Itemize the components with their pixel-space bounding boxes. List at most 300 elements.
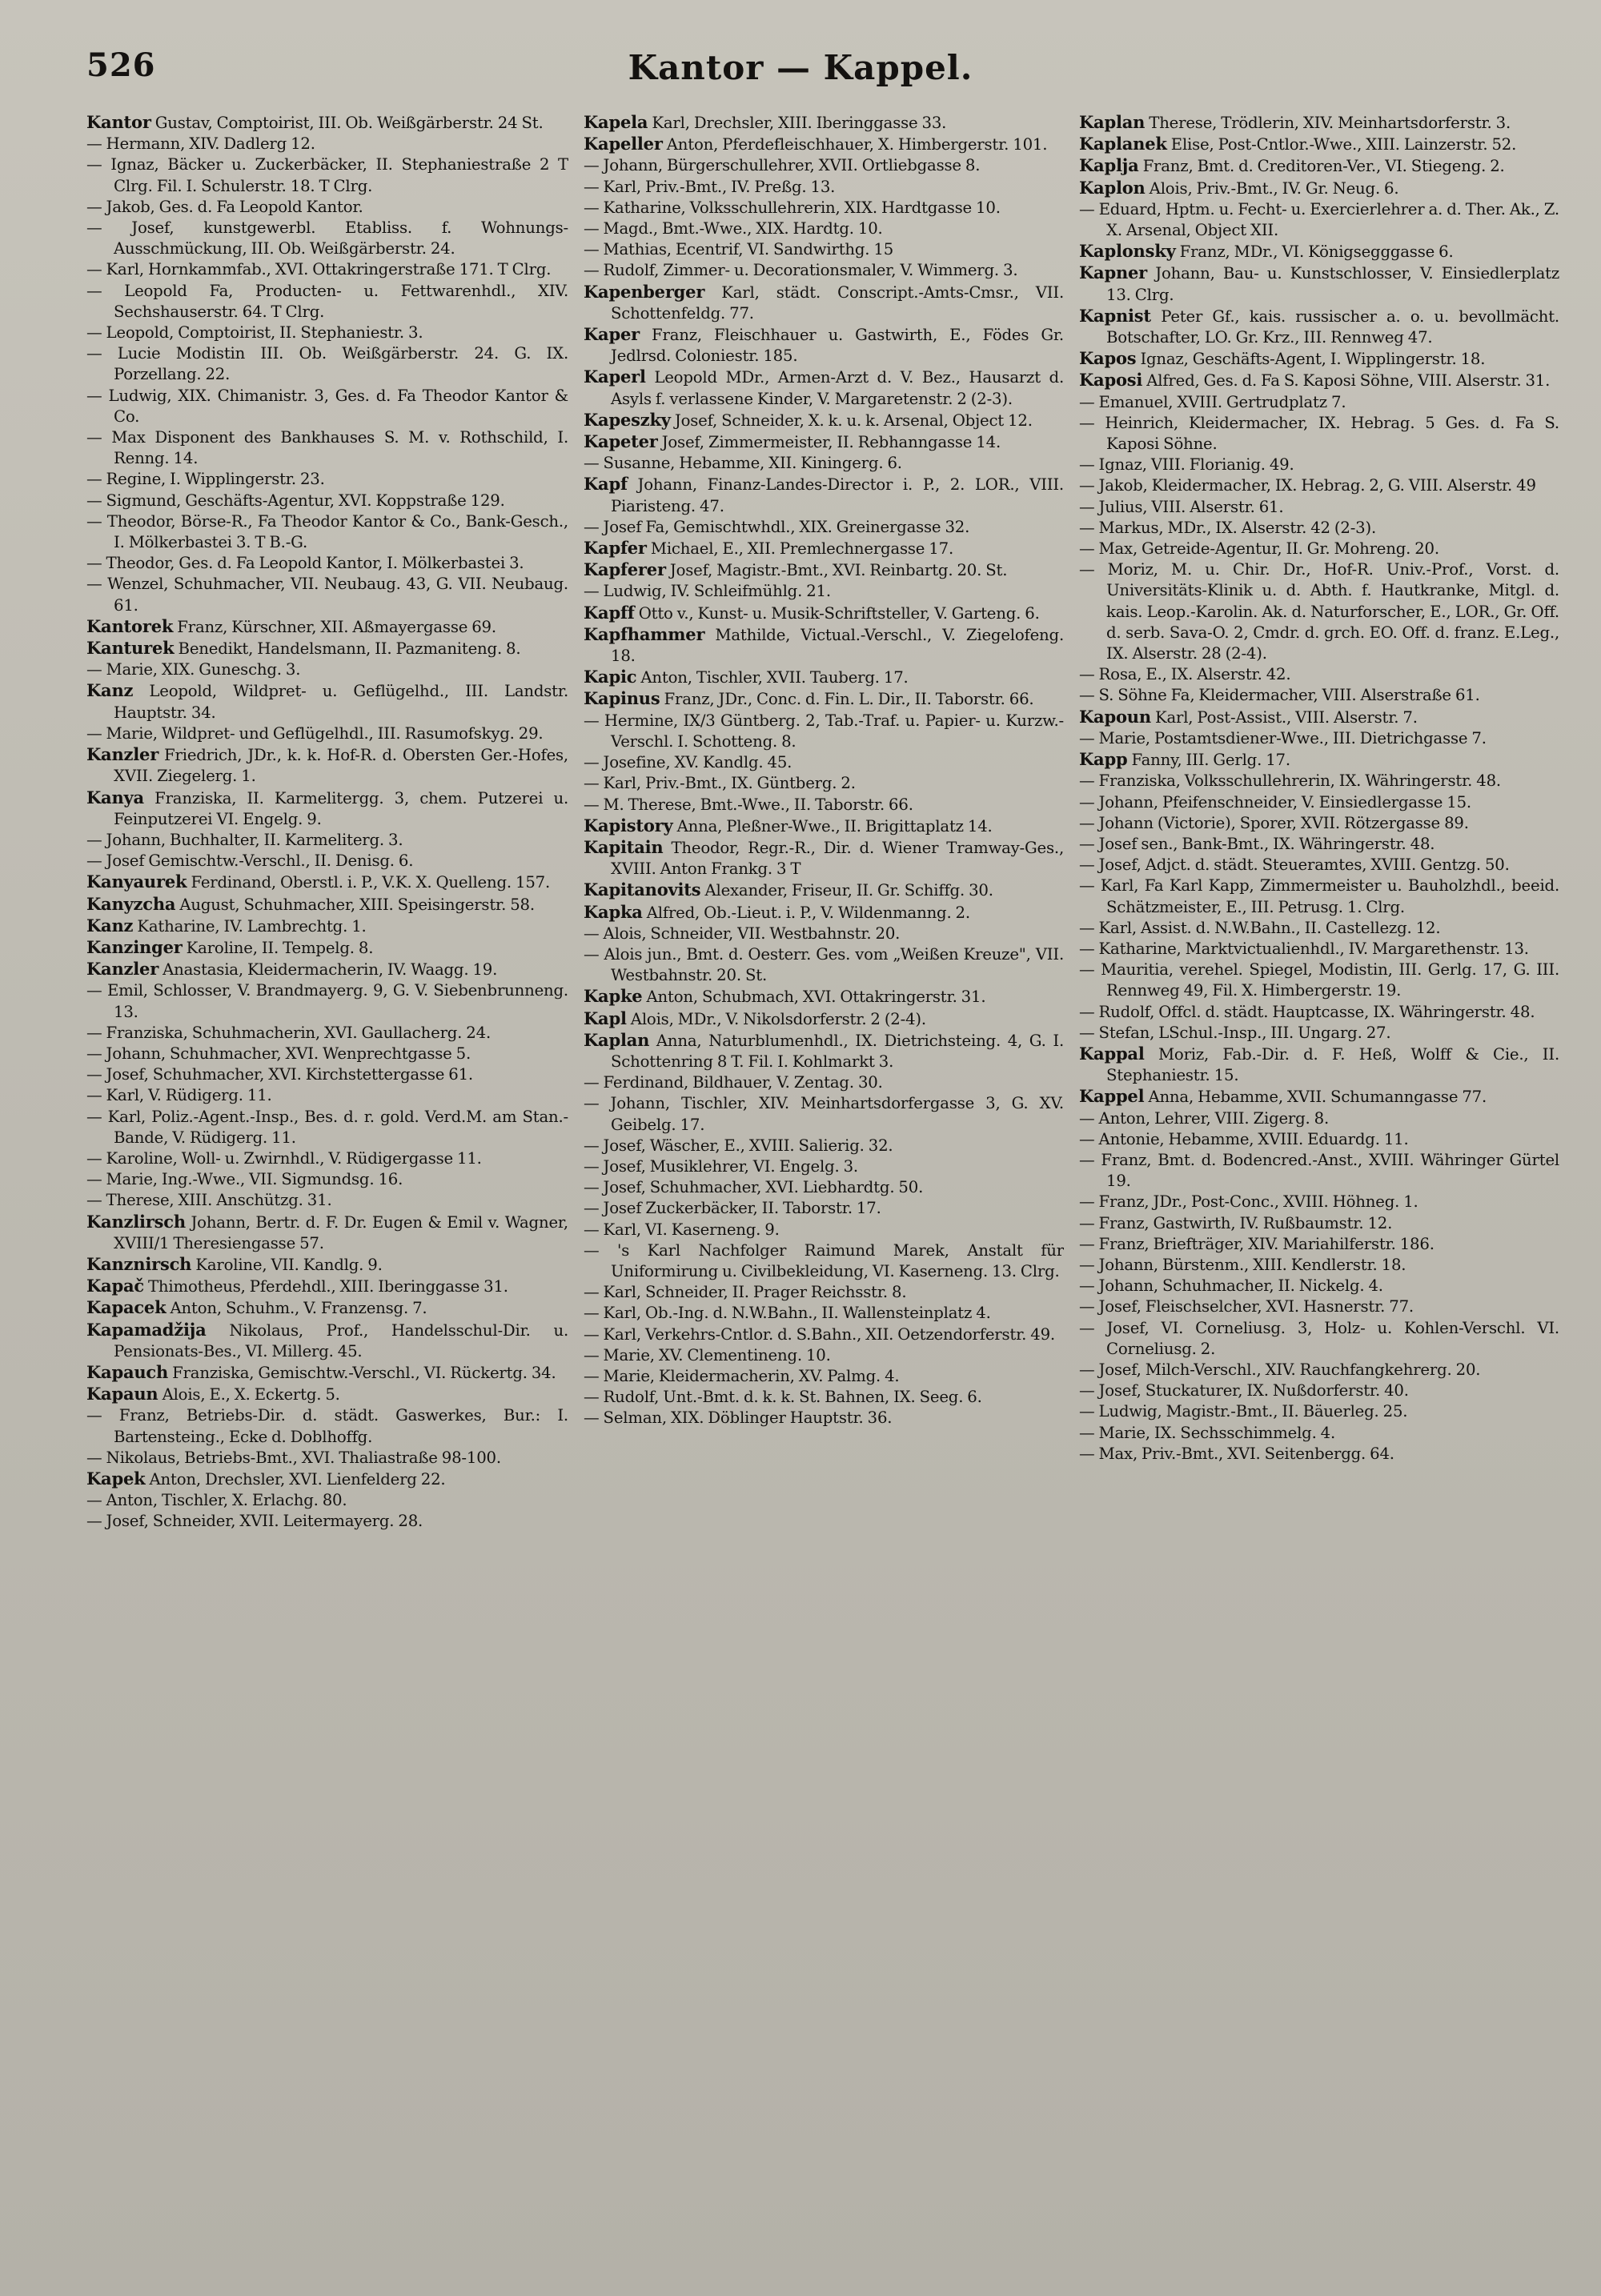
- directory-entry: [86, 1320, 568, 1362]
- entry-text: — Therese, XIII. Anschützg. 31.: [86, 1191, 332, 1210]
- entry-surname: Kappal: [1079, 1043, 1145, 1064]
- entry-text: — Alois, Schneider, VII. Westbahnstr. 20.: [584, 924, 901, 943]
- entry-text: — Jakob, Kleidermacher, IX. Hebrag. 2, G. VIII. Alserstr. 49: [1079, 476, 1536, 495]
- entry-text: — Eduard, Hptm. u. Fecht- u. Exercierlehrer a. d. Ther. Ak., Z. X. Arsenal, Object XII.: [1079, 199, 1559, 240]
- directory-entry: [584, 260, 1064, 281]
- entry-text: Therese, Trödlerin, XIV. Meinhartsdorferstr. 3.: [1149, 114, 1511, 132]
- entry-surname: Kapferer: [584, 559, 666, 580]
- column-right: [1079, 112, 1559, 2277]
- directory-entry: [584, 902, 1064, 924]
- entry-text: Alois, Priv.-Bmt., IV. Gr. Neug. 6.: [1149, 178, 1399, 198]
- directory-entry: [86, 744, 568, 787]
- entry-text: — Josef, Schneider, XVII. Leitermayerg. 28.: [86, 1512, 423, 1531]
- directory-entry: [1079, 455, 1559, 475]
- entry-text: — Stefan, LSchul.-Insp., III. Ungarg. 27.: [1079, 1023, 1391, 1042]
- entry-text: Anton, Pferdefleischhauer, X. Himbergerstr. 101.: [666, 135, 1048, 154]
- entry-surname: Kanyzcha: [86, 893, 176, 914]
- entry-surname: Kaplja: [1079, 155, 1139, 176]
- directory-entry: [86, 680, 568, 723]
- directory-entry: [584, 1156, 1064, 1177]
- directory-entry: [584, 538, 1064, 559]
- directory-entry: [584, 1093, 1064, 1135]
- entry-text: Peter Gf., kais. russischer a. o. u. bevollmächt. Botschafter, LO. Gr. Krz., III. Rennweg 47.: [1106, 307, 1559, 347]
- directory-entry: [584, 1324, 1064, 1345]
- entry-surname: Kaplon: [1079, 177, 1146, 198]
- directory-entry: [86, 1107, 568, 1148]
- entry-text: Moriz, Fab.-Dir. d. F. Heß, Wolff & Cie., II. Stephaniestr. 15.: [1106, 1044, 1559, 1085]
- directory-entry: [86, 1085, 568, 1106]
- entry-text: — Josef sen., Bank-Bmt., IX. Währingerstr. 48.: [1079, 834, 1435, 853]
- directory-entry: [1079, 1423, 1559, 1444]
- entry-text: — Ignaz, Bäcker u. Zuckerbäcker, II. Stephaniestraße 2 T Clrg. Fil. I. Schulerstr. 18. T Clrg.: [86, 155, 568, 195]
- entry-text: — Johann, Bürgerschullehrer, XVII. Ortliebgasse 8.: [584, 156, 981, 175]
- entry-surname: Kapf: [584, 474, 628, 495]
- entry-surname: Kaplan: [1079, 112, 1146, 132]
- directory-entry: [584, 559, 1064, 581]
- directory-entry: [584, 1198, 1064, 1219]
- entry-text: — Josef, Wäscher, E., XVIII. Salierig. 32.: [584, 1136, 893, 1155]
- entry-text: — Rudolf, Zimmer- u. Decorationsmaler, V. Wimmerg. 3.: [584, 261, 1018, 280]
- directory-entry: [86, 259, 568, 280]
- directory-entry: [1079, 1023, 1559, 1044]
- entry-surname: Kantor: [86, 112, 151, 132]
- entry-text: — Johann, Buchhalter, II. Karmeliterg. 3.: [86, 830, 403, 849]
- entry-text: — 's Karl Nachfolger Raimund Marek, Anstalt für Uniformirung u. Civilbekleidung, VI. Kaserneng. 13. Clrg.: [584, 1240, 1064, 1280]
- entry-text: — Ignaz, VIII. Florianig. 49.: [1079, 455, 1294, 475]
- entry-text: — Selman, XIX. Döblinger Hauptstr. 36.: [584, 1408, 893, 1428]
- directory-entry: [584, 431, 1064, 453]
- entry-text: — Franz, Gastwirth, IV. Rußbaumstr. 12.: [1079, 1213, 1393, 1232]
- directory-entry: [584, 1366, 1064, 1387]
- entry-text: Nikolaus, Prof., Handelsschul-Dir. u. Pensionats-Bes., VI. Millerg. 45.: [114, 1320, 568, 1360]
- directory-entry: [584, 239, 1064, 260]
- entry-text: Anna, Pleßner-Wwe., II. Brigittaplatz 14.: [676, 816, 993, 835]
- entry-text: Anton, Schubmach, XVI. Ottakringerstr. 31.: [646, 988, 986, 1007]
- directory-entry: [1079, 262, 1559, 305]
- directory-entry: [584, 1387, 1064, 1408]
- entry-surname: Kanznirsch: [86, 1253, 192, 1274]
- entry-text: Anton, Schuhm., V. Franzensg. 7.: [170, 1299, 427, 1318]
- entry-text: Fanny, III. Gerlg. 17.: [1131, 751, 1290, 770]
- directory-entry: [584, 517, 1064, 538]
- entry-text: — Karl, Assist. d. N.W.Bahn., II. Castellezg. 12.: [1079, 918, 1441, 937]
- entry-text: Otto v., Kunst- u. Musik-Schriftsteller, V. Garteng. 6.: [638, 603, 1040, 623]
- directory-entry: [584, 474, 1064, 516]
- directory-entry: [86, 218, 568, 259]
- entry-text: Alfred, Ob.-Lieut. i. P., V. Wildenmanng. 2.: [646, 903, 970, 922]
- directory-entry: [86, 427, 568, 469]
- directory-entry: [86, 386, 568, 427]
- entry-text: — Karl, Fa Karl Kapp, Zimmermeister u. Bauholzhdl., beeid. Schätzmeister, E., III. Petrusg. 1. Clrg.: [1079, 876, 1559, 916]
- entry-text: — Julius, VIII. Alserstr. 61.: [1079, 497, 1284, 516]
- directory-entry: [86, 511, 568, 553]
- entry-text: — Theodor, Börse-R., Fa Theodor Kantor & Co., Bank-Gesch., I. Mölkerbastei 3. T B.-G.: [86, 511, 568, 552]
- directory-entry: [584, 1220, 1064, 1240]
- directory-entry: [1079, 1318, 1559, 1360]
- entry-surname: Kapinus: [584, 688, 660, 709]
- entry-text: — Josef, Musiklehrer, VI. Engelg. 3.: [584, 1156, 858, 1176]
- directory-entry: [86, 894, 568, 916]
- entry-text: August, Schuhmacher, XIII. Speisingerstr. 58.: [179, 895, 535, 914]
- entry-surname: Kapeller: [584, 134, 663, 154]
- entry-text: — Katharine, Volksschullehrerin, XIX. Hardtgasse 10.: [584, 198, 1001, 217]
- directory-entry: [86, 830, 568, 851]
- entry-text: — Karl, Verkehrs-Cntlor. d. S.Bahn., XII. Oetzendorferstr. 49.: [584, 1324, 1055, 1344]
- directory-entry: [1079, 1444, 1559, 1465]
- directory-entry: [584, 752, 1064, 773]
- entry-text: Ignaz, Geschäfts-Agent, I. Wipplingerstr. 18.: [1140, 350, 1486, 369]
- entry-text: — Johann (Victorie), Sporer, XVII. Rötzergasse 89.: [1079, 813, 1469, 832]
- directory-entry: [1079, 241, 1559, 262]
- entry-text: Karl, Post-Assist., VIII. Alserstr. 7.: [1154, 707, 1418, 727]
- directory-entry: [584, 1177, 1064, 1198]
- directory-entry: [1079, 1192, 1559, 1212]
- entry-text: — Marie, XIX. Guneschg. 3.: [86, 660, 301, 679]
- entry-text: — Marie, IX. Sechsschimmelg. 4.: [1079, 1423, 1336, 1442]
- entry-text: — Josef, Fleischselcher, XVI. Hasnerstr. 77.: [1079, 1297, 1414, 1316]
- entry-text: — Max, Priv.-Bmt., XVI. Seitenbergg. 64.: [1079, 1444, 1394, 1463]
- directory-entry: [1079, 1360, 1559, 1380]
- page-number: 526: [86, 46, 156, 84]
- directory-entry: [584, 1408, 1064, 1428]
- directory-entry: [1079, 728, 1559, 749]
- directory-entry: [1079, 559, 1559, 664]
- directory-entry: [1079, 392, 1559, 413]
- directory-entry: [584, 112, 1064, 134]
- entry-surname: Kapistory: [584, 815, 673, 835]
- entry-text: — Ludwig, IV. Schleifmühlg. 21.: [584, 582, 831, 601]
- directory-entry: [1079, 1213, 1559, 1234]
- entry-surname: Kapp: [1079, 749, 1128, 770]
- entry-text: — Sigmund, Geschäfts-Agentur, XVI. Koppstraße 129.: [86, 491, 505, 510]
- entry-text: Franz, Kürschner, XII. Aßmayergasse 69.: [177, 617, 496, 636]
- entry-surname: Kapoun: [1079, 706, 1151, 727]
- directory-entry: [1079, 918, 1559, 939]
- directory-entry: [86, 1064, 568, 1085]
- entry-text: Mathilde, Victual.-Verschl., V. Ziegelofeng. 18.: [611, 625, 1064, 666]
- entry-text: — Rudolf, Unt.-Bmt. d. k. k. St. Bahnen, IX. Seeg. 6.: [584, 1388, 982, 1407]
- directory-entry: [86, 872, 568, 893]
- directory-entry: [584, 624, 1064, 667]
- directory-entry: [584, 1136, 1064, 1156]
- entry-text: Ferdinand, Oberstl. i. P., V.K. X. Quelleng. 157.: [191, 873, 551, 892]
- entry-surname: Kapek: [86, 1469, 146, 1489]
- entry-text: — Karl, Schneider, II. Prager Reichsstr. 8.: [584, 1283, 907, 1302]
- entry-text: — Karl, Hornkammfab., XVI. Ottakringerstraße 171. T Clrg.: [86, 260, 552, 279]
- directory-entry: [1079, 813, 1559, 834]
- directory-entry: [1079, 497, 1559, 518]
- entry-text: — Anton, Lehrer, VIII. Zigerg. 8.: [1079, 1108, 1330, 1128]
- directory-entry: [584, 410, 1064, 431]
- entry-surname: Kapka: [584, 901, 643, 922]
- directory-entry: [1079, 306, 1559, 348]
- entry-text: — Hermann, XIV. Dadlerg 12.: [86, 134, 315, 154]
- entry-text: Johann, Bau- u. Kunstschlosser, V. Einsiedlerplatz 13. Clrg.: [1106, 264, 1559, 304]
- directory-entry: [584, 815, 1064, 837]
- entry-text: — Josef Zuckerbäcker, II. Taborstr. 17.: [584, 1199, 881, 1218]
- entry-text: — Rudolf, Offcl. d. städt. Hauptcasse, IX. Währingerstr. 48.: [1079, 1002, 1535, 1021]
- entry-surname: Kaplan: [584, 1029, 650, 1050]
- directory-entry: [584, 134, 1064, 155]
- entry-surname: Kapos: [1079, 348, 1137, 369]
- directory-entry: [86, 323, 568, 343]
- directory-entry: [584, 795, 1064, 815]
- entry-surname: Kaper: [584, 324, 640, 345]
- directory-entry: [584, 603, 1064, 624]
- entry-text: — Karl, VI. Kaserneng. 9.: [584, 1220, 780, 1239]
- entry-text: — Emil, Schlosser, V. Brandmayerg. 9, G. V. Siebenbrunneng. 13.: [86, 981, 568, 1021]
- entry-text: Leopold MDr., Armen-Arzt d. V. Bez., Hausarzt d. Asyls f. verlassene Kinder, V. Margaretenstr. 2 (2-3).: [611, 368, 1064, 408]
- entry-surname: Kapitain: [584, 836, 664, 857]
- directory-entry: [584, 688, 1064, 710]
- directory-entry: [86, 851, 568, 872]
- entry-text: — Franziska, Volksschullehrerin, IX. Währingerstr. 48.: [1079, 771, 1501, 791]
- entry-text: Katharine, IV. Lambrechtg. 1.: [137, 916, 367, 936]
- entry-text: — Nikolaus, Betriebs-Bmt., XVI. Thaliastraße 98-100.: [86, 1448, 501, 1467]
- entry-surname: Kanzlirsch: [86, 1211, 186, 1232]
- directory-entry: [1079, 112, 1559, 134]
- directory-entry: [86, 638, 568, 659]
- directory-entry: [86, 1276, 568, 1297]
- directory-entry: [86, 1297, 568, 1319]
- entry-text: — Max, Getreide-Agentur, II. Gr. Mohreng. 20.: [1079, 539, 1439, 559]
- entry-text: — Jakob, Ges. d. Fa Leopold Kantor.: [86, 197, 363, 216]
- entry-text: — Heinrich, Kleidermacher, IX. Hebrag. 5 Ges. d. Fa S. Kaposi Söhne.: [1079, 413, 1559, 454]
- entry-text: Karl, städt. Conscript.-Amts-Cmsr., VII. Schottenfeldg. 77.: [611, 282, 1064, 323]
- entry-text: — Alois jun., Bmt. d. Oesterr. Ges. vom „Weißen Kreuze", VII. Westbahnstr. 20. St.: [584, 944, 1064, 985]
- directory-entry: [584, 837, 1064, 880]
- entry-text: — Johann, Schuhmacher, XVI. Wenprechtgasse 5.: [86, 1044, 471, 1063]
- directory-entry: [86, 659, 568, 680]
- directory-entry: [1079, 685, 1559, 706]
- directory-entry: [1079, 518, 1559, 539]
- directory-entry: [86, 937, 568, 959]
- entry-text: — Marie, Wildpret- und Geflügelhdl., III. Rasumofskyg. 29.: [86, 723, 544, 743]
- entry-text: — Ferdinand, Bildhauer, V. Zentag. 30.: [584, 1073, 883, 1092]
- entry-text: — Lucie Modistin III. Ob. Weißgärberstr. 24. G. IX. Porzellang. 22.: [86, 344, 568, 384]
- entry-text: Josef, Zimmermeister, II. Rebhanngasse 14.: [661, 433, 1001, 452]
- entry-text: Thimotheus, Pferdehdl., XIII. Iberinggasse 31.: [148, 1277, 508, 1296]
- entry-text: Karoline, II. Tempelg. 8.: [186, 938, 374, 957]
- entry-text: — Josef, Stuckaturer, IX. Nußdorferstr. 40.: [1079, 1381, 1409, 1400]
- directory-entry: [86, 134, 568, 154]
- entry-text: — Mauritia, verehel. Spiegel, Modistin, III. Gerlg. 17, G. III. Rennweg 49, Fil. X. Himbergerstr. 19.: [1079, 960, 1559, 1000]
- directory-entry: [86, 616, 568, 638]
- entry-text: Franz, MDr., VI. Königsegggasse 6.: [1179, 242, 1454, 262]
- directory-entry: [1079, 155, 1559, 177]
- entry-surname: Kanyaurek: [86, 872, 187, 892]
- entry-surname: Kaposi: [1079, 370, 1143, 391]
- entry-text: Friedrich, JDr., k. k. Hof-R. d. Obersten Ger.-Hofes, XVII. Ziegelerg. 1.: [114, 746, 568, 786]
- entry-text: — Susanne, Hebamme, XII. Kiningerg. 6.: [584, 454, 902, 473]
- entry-text: Alexander, Friseur, II. Gr. Schiffg. 30.: [704, 881, 993, 900]
- entry-text: — Leopold Fa, Producten- u. Fettwarenhdl., XIV. Sechshauserstr. 64. T Clrg.: [86, 281, 568, 321]
- directory-entry: [86, 1212, 568, 1254]
- directory-entry: [584, 453, 1064, 474]
- directory-entry: [86, 1384, 568, 1405]
- directory-entry: [584, 1030, 1064, 1072]
- entry-surname: Kapeszky: [584, 409, 671, 430]
- directory-entry: [1079, 1401, 1559, 1422]
- entry-text: — Johann, Pfeifenschneider, V. Einsiedlergasse 15.: [1079, 792, 1471, 811]
- entry-text: — Marie, Postamtsdiener-Wwe., III. Dietrichgasse 7.: [1079, 728, 1487, 747]
- entry-surname: Kapamadžija: [86, 1319, 207, 1340]
- entry-surname: Kapenberger: [584, 281, 705, 302]
- directory-entry: [1079, 1044, 1559, 1086]
- directory-entry: [1079, 855, 1559, 876]
- directory-entry: [86, 469, 568, 490]
- directory-entry: [1079, 834, 1559, 855]
- entry-text: Anton, Tischler, XVII. Tauberg. 17.: [640, 668, 909, 687]
- directory-entry: [1079, 1086, 1559, 1108]
- entry-text: Anna, Hebamme, XVII. Schumanngasse 77.: [1148, 1088, 1487, 1107]
- directory-entry: [584, 924, 1064, 944]
- entry-surname: Kanturek: [86, 638, 175, 659]
- directory-entry: [86, 959, 568, 980]
- entry-surname: Kapfer: [584, 538, 647, 559]
- entry-text: — Johann, Tischler, XIV. Meinhartsdorfergasse 3, G. XV. Geibelg. 17.: [584, 1094, 1064, 1134]
- directory-entry: [1079, 1276, 1559, 1296]
- entry-surname: Kapeter: [584, 431, 658, 452]
- entry-text: — Marie, Kleidermacherin, XV. Palmg. 4.: [584, 1366, 900, 1385]
- directory-entry: [584, 155, 1064, 176]
- entry-surname: Kanz: [86, 680, 134, 701]
- entry-text: Benedikt, Handelsmann, II. Pazmaniteng. 8.: [178, 639, 521, 659]
- directory-entry: [584, 1008, 1064, 1030]
- directory-entry: [86, 1148, 568, 1169]
- entry-text: — Franz, Bmt. d. Bodencred.-Anst., XVIII. Währinger Gürtel 19.: [1079, 1150, 1559, 1191]
- entry-surname: Kapač: [86, 1276, 144, 1296]
- directory-entry: [86, 723, 568, 744]
- directory-entry: [86, 1511, 568, 1532]
- entry-surname: Kaplonsky: [1079, 241, 1176, 262]
- directory-entry: [1079, 539, 1559, 559]
- directory-entry: [1079, 475, 1559, 496]
- directory-entry: [1079, 134, 1559, 155]
- directory-entry: [86, 491, 568, 511]
- directory-entry: [86, 916, 568, 937]
- directory-entry: [86, 553, 568, 574]
- directory-entry: [86, 154, 568, 196]
- directory-entry: [1079, 1108, 1559, 1129]
- column-left: [86, 112, 568, 2277]
- directory-entry: [584, 667, 1064, 688]
- entry-text: — Katharine, Marktvictualienhdl., IV. Margarethenstr. 13.: [1079, 939, 1529, 958]
- entry-text: — Josef, Schuhmacher, XVI. Kirchstettergasse 61.: [86, 1065, 473, 1084]
- directory-entry: [86, 574, 568, 615]
- directory-entry: [86, 1169, 568, 1190]
- directory-entry: [584, 282, 1064, 324]
- entry-text: Franz, Fleischhauer u. Gastwirth, E., Födes Gr. Jedlrsd. Coloniestr. 185.: [611, 326, 1064, 366]
- entry-text: Franz, JDr., Conc. d. Fin. L. Dir., II. Taborstr. 66.: [664, 690, 1034, 709]
- entry-text: — Karl, Priv.-Bmt., IV. Preßg. 13.: [584, 177, 836, 196]
- entry-surname: Kappel: [1079, 1086, 1145, 1107]
- directory-entry: [86, 787, 568, 830]
- directory-entry: [86, 112, 568, 134]
- entry-text: Alois, E., X. Eckertg. 5.: [162, 1385, 340, 1404]
- entry-text: — Karl, V. Rüdigerg. 11.: [86, 1086, 272, 1105]
- entry-surname: Kanzler: [86, 959, 159, 980]
- directory-entry: [584, 324, 1064, 367]
- entry-columns: [86, 112, 1559, 2277]
- directory-entry: [1079, 1150, 1559, 1192]
- directory-entry: [86, 1405, 568, 1447]
- directory-entry: [1079, 413, 1559, 455]
- entry-text: Alois, MDr., V. Nikolsdorferstr. 2 (2-4).: [630, 1009, 926, 1028]
- directory-entry: [1079, 178, 1559, 199]
- directory-entry: [1079, 1002, 1559, 1023]
- entry-text: Karoline, VII. Kandlg. 9.: [195, 1255, 383, 1274]
- entry-text: — Karoline, Woll- u. Zwirnhdl., V. Rüdigergasse 11.: [86, 1148, 482, 1168]
- directory-entry: [584, 218, 1064, 239]
- entry-surname: Kapff: [584, 602, 635, 623]
- entry-surname: Kantorek: [86, 615, 174, 636]
- entry-text: — Anton, Tischler, X. Erlachg. 80.: [86, 1491, 347, 1510]
- directory-entry: [86, 1044, 568, 1064]
- entry-text: — Karl, Poliz.-Agent.-Insp., Bes. d. r. gold. Verd.M. am Stan.-Bande, V. Rüdigerg. 11.: [86, 1107, 568, 1147]
- entry-text: — Franziska, Schuhmacherin, XVI. Gaullacherg. 24.: [86, 1023, 492, 1042]
- column-middle: [584, 112, 1064, 2277]
- entry-surname: Kapela: [584, 112, 648, 132]
- entry-text: — Moriz, M. u. Chir. Dr., Hof-R. Univ.-Prof., Vorst. d. Universitäts-Klinik u. d. Abth. f. Hautkranke, Mitgl. d. kais. Leop.-Karolin. Ak. d. Naturforscher, E., LOR., Gr. Off. d. serb. Sava-O. 2, Cmdr. d. grch. EO. Off. d. franz. E.Leg., IX. Alserstr. 28 (2-4).: [1079, 560, 1559, 663]
- entry-text: — Theodor, Ges. d. Fa Leopold Kantor, I. Mölkerbastei 3.: [86, 554, 524, 573]
- entry-text: — Marie, XV. Clementineng. 10.: [584, 1345, 831, 1364]
- directory-entry: [86, 1469, 568, 1490]
- directory-entry: [1079, 1234, 1559, 1255]
- directory-entry: [584, 1240, 1064, 1282]
- entry-text: — Mathias, Ecentrif, VI. Sandwirthg. 15: [584, 240, 894, 259]
- entry-text: Josef, Magistr.-Bmt., XVI. Reinbartg. 20. St.: [669, 561, 1008, 580]
- directory-entry: [86, 343, 568, 385]
- directory-entry: [86, 1254, 568, 1276]
- entry-text: — Regine, I. Wipplingerstr. 23.: [86, 470, 325, 489]
- directory-entry: [584, 581, 1064, 602]
- page-header-title: Kantor — Kappel.: [628, 48, 973, 87]
- entry-surname: Kanzler: [86, 744, 159, 765]
- entry-text: — Josef, Schuhmacher, XVI. Liebhardtg. 50.: [584, 1178, 924, 1197]
- entry-text: Johann, Bertr. d. F. Dr. Eugen & Emil v. Wagner, XVIII/1 Theresiengasse 57.: [114, 1212, 568, 1252]
- entry-surname: Kapitanovits: [584, 880, 701, 900]
- entry-surname: Kapaun: [86, 1384, 158, 1404]
- entry-text: — Markus, MDr., IX. Alserstr. 42 (2-3).: [1079, 518, 1377, 537]
- entry-text: — Josefine, XV. Kandlg. 45.: [584, 753, 792, 772]
- entry-text: Leopold, Wildpret- u. Geflügelhd., III. Landstr. Hauptstr. 34.: [114, 682, 568, 722]
- entry-text: Josef, Schneider, X. k. u. k. Arsenal, Object 12.: [674, 411, 1033, 430]
- entry-surname: Kaplanek: [1079, 134, 1167, 154]
- directory-entry: [1079, 707, 1559, 728]
- entry-text: Gustav, Comptoirist, III. Ob. Weißgärberstr. 24 St.: [154, 114, 544, 132]
- entry-text: — Karl, Ob.-Ing. d. N.W.Bahn., II. Wallensteinplatz 4.: [584, 1304, 991, 1323]
- entry-surname: Kapner: [1079, 262, 1148, 283]
- entry-text: — Josef, VI. Corneliusg. 3, Holz- u. Kohlen-Verschl. VI. Corneliusg. 2.: [1079, 1318, 1559, 1358]
- entry-text: — S. Söhne Fa, Kleidermacher, VIII. Alserstraße 61.: [1079, 686, 1480, 705]
- entry-text: — Josef, kunstgewerbl. Etabliss. f. Wohnungs-Ausschmückung, III. Ob. Weißgärberstr. 24.: [86, 218, 568, 258]
- directory-entry: [1079, 664, 1559, 685]
- directory-entry: [584, 711, 1064, 752]
- directory-entry: [584, 198, 1064, 218]
- entry-text: Johann, Finanz-Landes-Director i. P., 2. LOR., VIII. Piaristeng. 47.: [611, 475, 1064, 515]
- directory-entry: [1079, 1380, 1559, 1401]
- entry-surname: Kanzinger: [86, 936, 183, 957]
- entry-text: — Max Disponent des Bankhauses S. M. v. Rothschild, I. Renng. 14.: [86, 428, 568, 468]
- entry-text: — Karl, Priv.-Bmt., IX. Güntberg. 2.: [584, 774, 856, 793]
- directory-entry: [86, 281, 568, 323]
- entry-surname: Kapic: [584, 667, 637, 687]
- entry-text: — Josef, Milch-Verschl., XIV. Rauchfangkehrerg. 20.: [1079, 1360, 1481, 1379]
- directory-entry: [584, 944, 1064, 986]
- entry-text: — Antonie, Hebamme, XVIII. Eduardg. 11.: [1079, 1129, 1409, 1148]
- entry-surname: Kapauch: [86, 1361, 169, 1382]
